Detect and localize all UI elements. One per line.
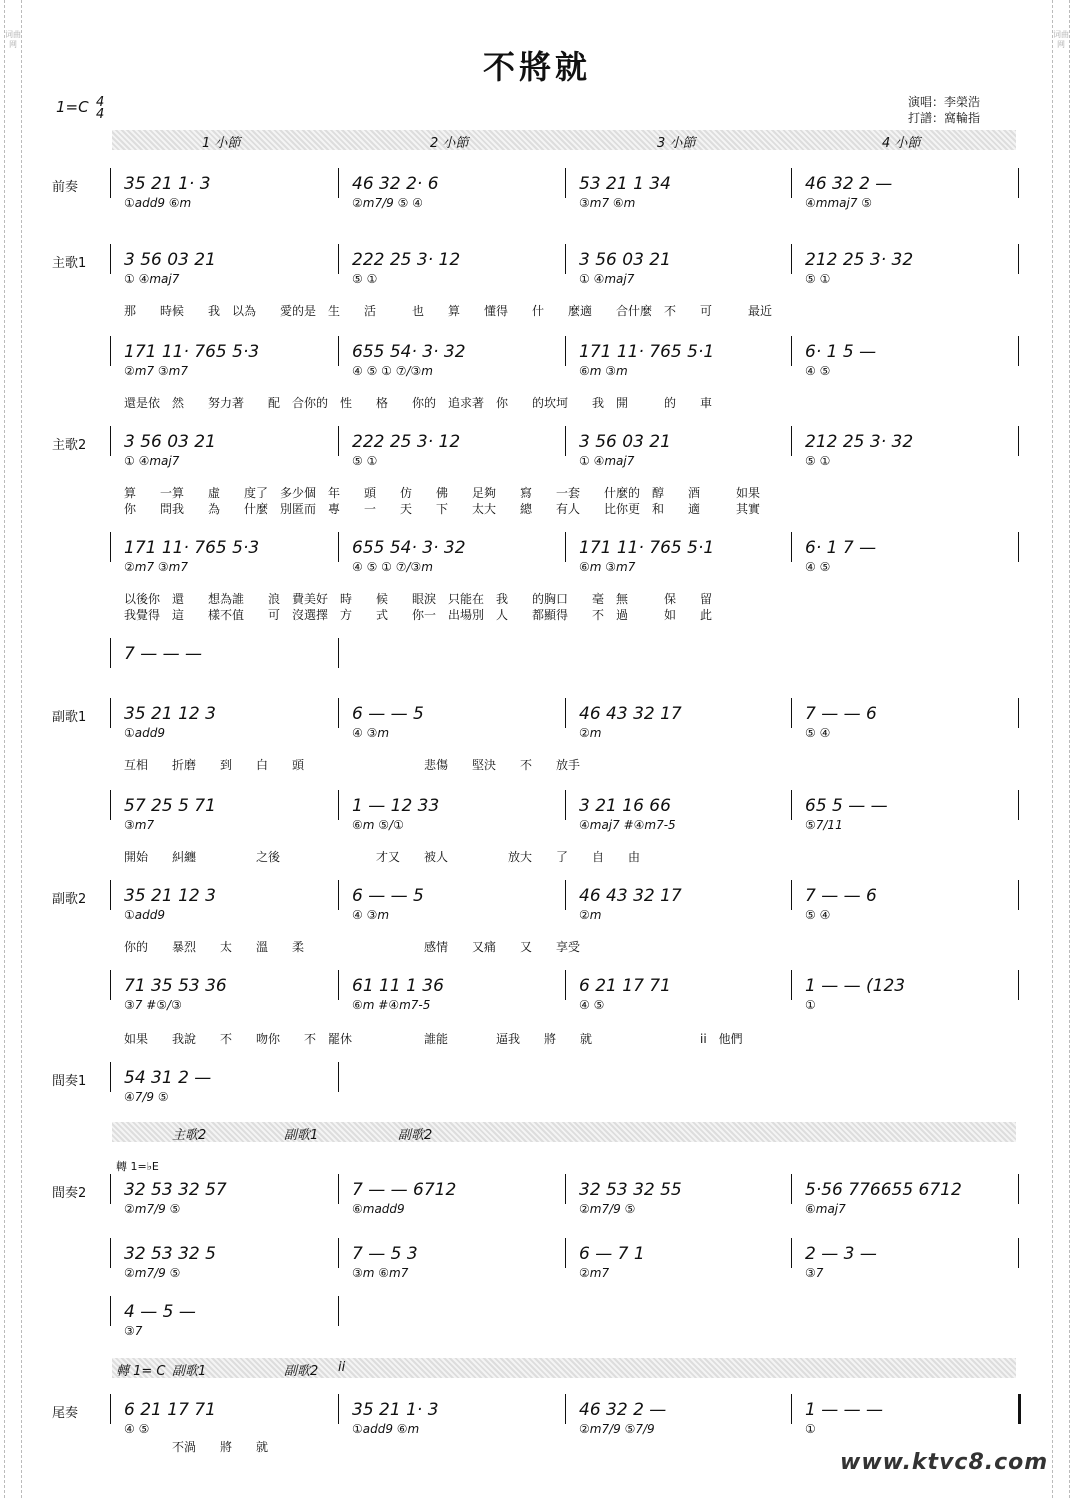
section-bar <box>112 1358 1016 1378</box>
bar-line <box>565 336 566 366</box>
measure-notes: 3 56 03 21 <box>124 432 216 452</box>
measure-chords: ②m7 <box>579 1266 610 1280</box>
bar-line <box>565 790 566 820</box>
measure-chords: ④ ⑤ ① ⑦/③m <box>352 364 433 378</box>
measure-chords: ④ ③m <box>352 908 390 922</box>
bar-line <box>791 790 792 820</box>
measure-notes: 5·56 776655 6712 <box>805 1180 962 1200</box>
measure-notes: 222 25 3· 12 <box>352 250 461 270</box>
bar-line <box>338 426 339 456</box>
bar-line <box>1018 336 1019 366</box>
measure-chords: ③m7 <box>124 818 155 832</box>
key-signature: 1=C <box>56 98 89 116</box>
bar-line <box>110 1296 111 1326</box>
measure-chords: ④7/9 ⑤ <box>124 1090 169 1104</box>
measure-notes: 171 11· 765 5·3 <box>124 538 260 558</box>
measure-chords: ④ ⑤ <box>805 364 831 378</box>
bar-line <box>110 168 111 198</box>
measure-notes: 171 11· 765 5·3 <box>124 342 260 362</box>
measure-chords: ⑥maj7 <box>805 1202 846 1216</box>
bar-label: 副歌2 <box>284 1364 319 1379</box>
bar-line <box>1018 532 1019 562</box>
measure-chords: ⑥m ③m7 <box>579 560 636 574</box>
measure-notes: 2 — 3 — <box>805 1244 877 1264</box>
singer: 演唱：李榮浩 <box>908 95 981 109</box>
side-text: 词曲网 <box>5 30 21 49</box>
measure-chords: ⑤ ④ <box>805 908 831 922</box>
measure-notes: 35 21 12 3 <box>124 886 216 906</box>
bar-label: 副歌2 <box>398 1128 433 1143</box>
measure-chords: ① ④maj7 <box>579 454 635 468</box>
measure-chords: ②m7/9 ⑤ <box>124 1202 181 1216</box>
bar-line <box>791 880 792 910</box>
measure-chords: ①add9 ⑥m <box>124 196 192 210</box>
bar-line <box>110 1174 111 1204</box>
bar-line <box>338 1174 339 1204</box>
bar-line <box>338 1238 339 1268</box>
measure-chords: ②m <box>579 908 602 922</box>
measure-chords: ① ④maj7 <box>579 272 635 286</box>
section-label: 前奏 <box>52 180 79 195</box>
staff-row <box>108 880 1018 922</box>
bar-line <box>110 1062 111 1092</box>
measure-notes: 6· 1 7 — <box>805 538 877 558</box>
measure-notes: 171 11· 765 5·1 <box>579 342 715 362</box>
bar-line <box>1018 168 1019 198</box>
measure-notes: 46 32 2· 6 <box>352 174 439 194</box>
measure-notes: 71 35 53 36 <box>124 976 227 996</box>
staff-row <box>108 426 1018 468</box>
measure-notes: 3 21 16 66 <box>579 796 671 816</box>
measure-notes: 6 — 7 1 <box>579 1244 645 1264</box>
measure-notes: 3 56 03 21 <box>579 432 671 452</box>
measure-notes: 7 — — 6 <box>805 886 877 906</box>
bar-line <box>110 426 111 456</box>
measure-chords: ⑤7/11 <box>805 818 843 832</box>
measure-header: 3 小節 <box>657 136 696 151</box>
measure-chords: ④ ⑤ <box>579 998 605 1012</box>
measure-notes: 54 31 2 — <box>124 1068 212 1088</box>
measure-notes: 32 53 32 57 <box>124 1180 227 1200</box>
measure-notes: 35 21 1· 3 <box>124 174 211 194</box>
measure-chords: ④ ③m <box>352 726 390 740</box>
bar-line <box>338 970 339 1000</box>
measure-notes: 4 — 5 — <box>124 1302 196 1322</box>
bar-line <box>565 1238 566 1268</box>
measure-notes: 222 25 3· 12 <box>352 432 461 452</box>
bar-line <box>791 1174 792 1204</box>
bar-line <box>1018 1174 1019 1204</box>
arranger: 打譜：窩輪指 <box>908 111 981 125</box>
measure-notes: 3 56 03 21 <box>124 250 216 270</box>
measure-chords: ③7 <box>124 1324 143 1338</box>
staff-row <box>108 638 338 676</box>
bar-line <box>1018 698 1019 728</box>
song-title: 不將就 <box>482 48 591 86</box>
time-top: 4 <box>96 95 105 110</box>
bar-line <box>791 168 792 198</box>
measure-chords: ④ ⑤ ① ⑦/③m <box>352 560 433 574</box>
measure-chords: ③m7 ⑥m <box>579 196 636 210</box>
section-label: 間奏2 <box>52 1186 87 1201</box>
measure-notes: 6· 1 5 — <box>805 342 877 362</box>
section-label: 副歌2 <box>52 892 87 907</box>
measure-chords: ⑤ ① <box>352 454 378 468</box>
measure-notes: 1 — — (123 <box>805 976 906 996</box>
bar-line <box>338 1062 339 1092</box>
measure-chords: ②m7/9 ⑤ ④ <box>352 196 423 210</box>
lyrics-line: 我覺得 這 樣不值 可 沒選擇 方 式 你一 出場別 人 都顯得 不 過 如 此 <box>124 608 713 622</box>
measure-notes: 32 53 32 55 <box>579 1180 682 1200</box>
bar-line <box>338 790 339 820</box>
measure-notes: 35 21 12 3 <box>124 704 216 724</box>
time-bottom: 4 <box>96 107 105 122</box>
bar-label: 主歌2 <box>172 1128 207 1143</box>
bar-line <box>338 336 339 366</box>
section-label: 尾奏 <box>52 1406 79 1421</box>
measure-chords: ③m ⑥m7 <box>352 1266 409 1280</box>
measure-chords: ③7 <box>805 1266 824 1280</box>
bar-line <box>565 532 566 562</box>
left-margin-strip <box>4 0 22 1498</box>
lyrics-line: 互相 折磨 到 白 頭 悲傷 堅決 不 放手 <box>124 758 581 772</box>
bar-line <box>565 244 566 274</box>
bar-line <box>110 790 111 820</box>
bar-line <box>110 1238 111 1268</box>
bar-line <box>791 970 792 1000</box>
bar-line <box>1018 1394 1021 1424</box>
lyrics-line: 開始 糾纏 之後 才又 被人 放大 了 自 由 <box>124 850 641 864</box>
measure-notes: 46 43 32 17 <box>579 704 682 724</box>
measure-header-bar <box>112 130 1016 150</box>
measure-notes: 1 — — — <box>805 1400 884 1420</box>
staff-row <box>108 1296 338 1338</box>
section-label: 間奏1 <box>52 1074 87 1089</box>
staff-row <box>108 1062 338 1104</box>
measure-notes: 1 — 12 33 <box>352 796 440 816</box>
measure-chords: ②m7 ③m7 <box>124 560 188 574</box>
measure-chords: ①add9 <box>124 908 165 922</box>
bar-line <box>1018 880 1019 910</box>
bar-line <box>565 880 566 910</box>
bar-line <box>110 970 111 1000</box>
measure-notes: 35 21 1· 3 <box>352 1400 439 1420</box>
measure-notes: 212 25 3· 32 <box>805 250 914 270</box>
measure-notes: 46 32 2 — <box>805 174 893 194</box>
measure-notes: 6 — — 5 <box>352 886 424 906</box>
measure-header: 2 小節 <box>430 136 469 151</box>
bar-line <box>338 1296 339 1326</box>
measure-notes: 7 — — — <box>124 644 203 664</box>
bar-line <box>565 698 566 728</box>
measure-notes: 212 25 3· 32 <box>805 432 914 452</box>
measure-chords: ④ ⑤ <box>805 560 831 574</box>
measure-chords: ①add9 ⑥m <box>352 1422 420 1436</box>
watermark: www.ktvc8.com <box>840 1450 1049 1475</box>
bar-line <box>791 1394 792 1424</box>
lyrics-line: 算 一算 虛 度了 多少個 年 頭 仿 佛 足夠 寫 一套 什麼的 醇 酒 如果 <box>124 486 761 500</box>
measure-notes: 46 43 32 17 <box>579 886 682 906</box>
measure-notes: 61 11 1 36 <box>352 976 444 996</box>
bar-line <box>110 698 111 728</box>
measure-header: 4 小節 <box>882 136 921 151</box>
bar-label: 副歌1 <box>284 1128 319 1143</box>
staff-row <box>108 532 1018 574</box>
bar-line <box>338 638 339 668</box>
measure-chords: ④ ⑤ <box>124 1422 150 1436</box>
measure-chords: ④mmaj7 ⑤ <box>805 196 873 210</box>
measure-notes: 7 — — 6 <box>805 704 877 724</box>
measure-notes: 53 21 1 34 <box>579 174 671 194</box>
bar-line <box>110 638 111 668</box>
bar-line <box>110 1394 111 1424</box>
measure-chords: ②m7/9 ⑤ <box>124 1266 181 1280</box>
lyrics-line: 你 問我 為 什麼 別匿而 專 一 天 下 太大 總 有人 比你更 和 適 其實 <box>124 502 761 516</box>
bar-line <box>565 426 566 456</box>
measure-notes: 655 54· 3· 32 <box>352 538 466 558</box>
measure-chords: ⑤ ① <box>805 272 831 286</box>
measure-notes: 6 21 17 71 <box>124 1400 216 1420</box>
measure-chords: ⑤ ① <box>352 272 378 286</box>
staff-row <box>108 244 1018 286</box>
right-margin-strip <box>1052 0 1070 1498</box>
time-signature <box>96 97 104 121</box>
side-text: 词曲网 <box>1053 30 1069 49</box>
measure-chords: ① <box>805 1422 816 1436</box>
measure-chords: ③7 #⑤/③ <box>124 998 182 1012</box>
measure-notes: 7 — 5 3 <box>352 1244 418 1264</box>
measure-notes: 7 — — 6712 <box>352 1180 457 1200</box>
measure-chords: ① ④maj7 <box>124 454 180 468</box>
measure-chords: ①add9 <box>124 726 165 740</box>
staff-row <box>108 1238 1018 1280</box>
bar-line <box>110 532 111 562</box>
lyrics-line: 那 時候 我 以為 愛的是 生 活 也 算 懂得 什 麼適 合什麼 不 可 最近 <box>124 304 773 318</box>
bar-line <box>791 532 792 562</box>
bar-line <box>791 244 792 274</box>
bar-line <box>565 1394 566 1424</box>
measure-chords: ⑥m ⑤/① <box>352 818 404 832</box>
bar-line <box>338 244 339 274</box>
measure-notes: 171 11· 765 5·1 <box>579 538 715 558</box>
section-label: 副歌1 <box>52 710 87 725</box>
bar-line <box>565 970 566 1000</box>
measure-notes: 6 21 17 71 <box>579 976 671 996</box>
bar-line <box>565 168 566 198</box>
credits <box>908 94 980 126</box>
section-label: 主歌2 <box>52 438 87 453</box>
measure-chords: ⑥m #④m7-5 <box>352 998 431 1012</box>
bar-line <box>338 168 339 198</box>
staff-row <box>108 790 1018 832</box>
section-bar <box>112 1122 1016 1142</box>
bar-line <box>1018 970 1019 1000</box>
measure-notes: 3 56 03 21 <box>579 250 671 270</box>
staff-row <box>108 1174 1018 1216</box>
measure-header: 1 小節 <box>202 136 241 151</box>
staff-row <box>108 336 1018 378</box>
bar-line <box>1018 244 1019 274</box>
measure-chords: ⑥madd9 <box>352 1202 405 1216</box>
bar-line <box>338 698 339 728</box>
bar-line <box>1018 1238 1019 1268</box>
measure-chords: ②m <box>579 726 602 740</box>
bar-label: 副歌1 <box>172 1364 207 1379</box>
measure-chords: ① ④maj7 <box>124 272 180 286</box>
measure-chords: ⑤ ④ <box>805 726 831 740</box>
bar-line <box>791 698 792 728</box>
measure-chords: ②m7 ③m7 <box>124 364 188 378</box>
measure-chords: ②m7/9 ⑤ <box>579 1202 636 1216</box>
bar-line <box>338 880 339 910</box>
measure-chords: ④maj7 #④m7-5 <box>579 818 676 832</box>
bar-line <box>791 1238 792 1268</box>
bar-line <box>110 880 111 910</box>
lyrics-line: 你的 暴烈 太 溫 柔 感情 又痛 又 享受 <box>124 940 581 954</box>
measure-notes: 6 — — 5 <box>352 704 424 724</box>
bar-line <box>338 532 339 562</box>
measure-chords: ②m7/9 ⑤7/9 <box>579 1422 655 1436</box>
measure-notes: 46 32 2 — <box>579 1400 667 1420</box>
bar-line <box>1018 426 1019 456</box>
bar-label: 轉 1= C <box>116 1364 166 1379</box>
measure-notes: 65 5 — — <box>805 796 888 816</box>
modulation-mark: 轉 1=♭E <box>116 1160 159 1173</box>
staff-row <box>108 970 1018 1012</box>
lyrics-line: 不渦 將 就 <box>124 1440 269 1454</box>
bar-label: ii <box>338 1360 346 1375</box>
measure-notes: 32 53 32 5 <box>124 1244 216 1264</box>
section-label: 主歌1 <box>52 256 87 271</box>
bar-line <box>791 336 792 366</box>
measure-chords: ⑤ ① <box>805 454 831 468</box>
bar-line <box>110 244 111 274</box>
bar-line <box>791 426 792 456</box>
staff-row <box>108 1394 1018 1436</box>
measure-chords: ⑥m ③m <box>579 364 628 378</box>
lyrics-line: 還是依 然 努力著 配 合你的 性 格 你的 追求著 你 的坎坷 我 開 的 車 <box>124 396 713 410</box>
bar-line <box>1018 790 1019 820</box>
bar-line <box>338 1394 339 1424</box>
bar-line <box>110 336 111 366</box>
lyrics-line: 如果 我說 不 吻你 不 罷休 誰能 逼我 將 就 ii 他們 <box>124 1032 743 1046</box>
staff-row <box>108 698 1018 740</box>
measure-notes: 655 54· 3· 32 <box>352 342 466 362</box>
staff-row <box>108 168 1018 210</box>
measure-chords: ① <box>805 998 816 1012</box>
measure-notes: 57 25 5 71 <box>124 796 216 816</box>
lyrics-line: 以後你 還 想為誰 浪 費美好 時 候 眼淚 只能在 我 的胸口 毫 無 保 留 <box>124 592 713 606</box>
bar-line <box>565 1174 566 1204</box>
